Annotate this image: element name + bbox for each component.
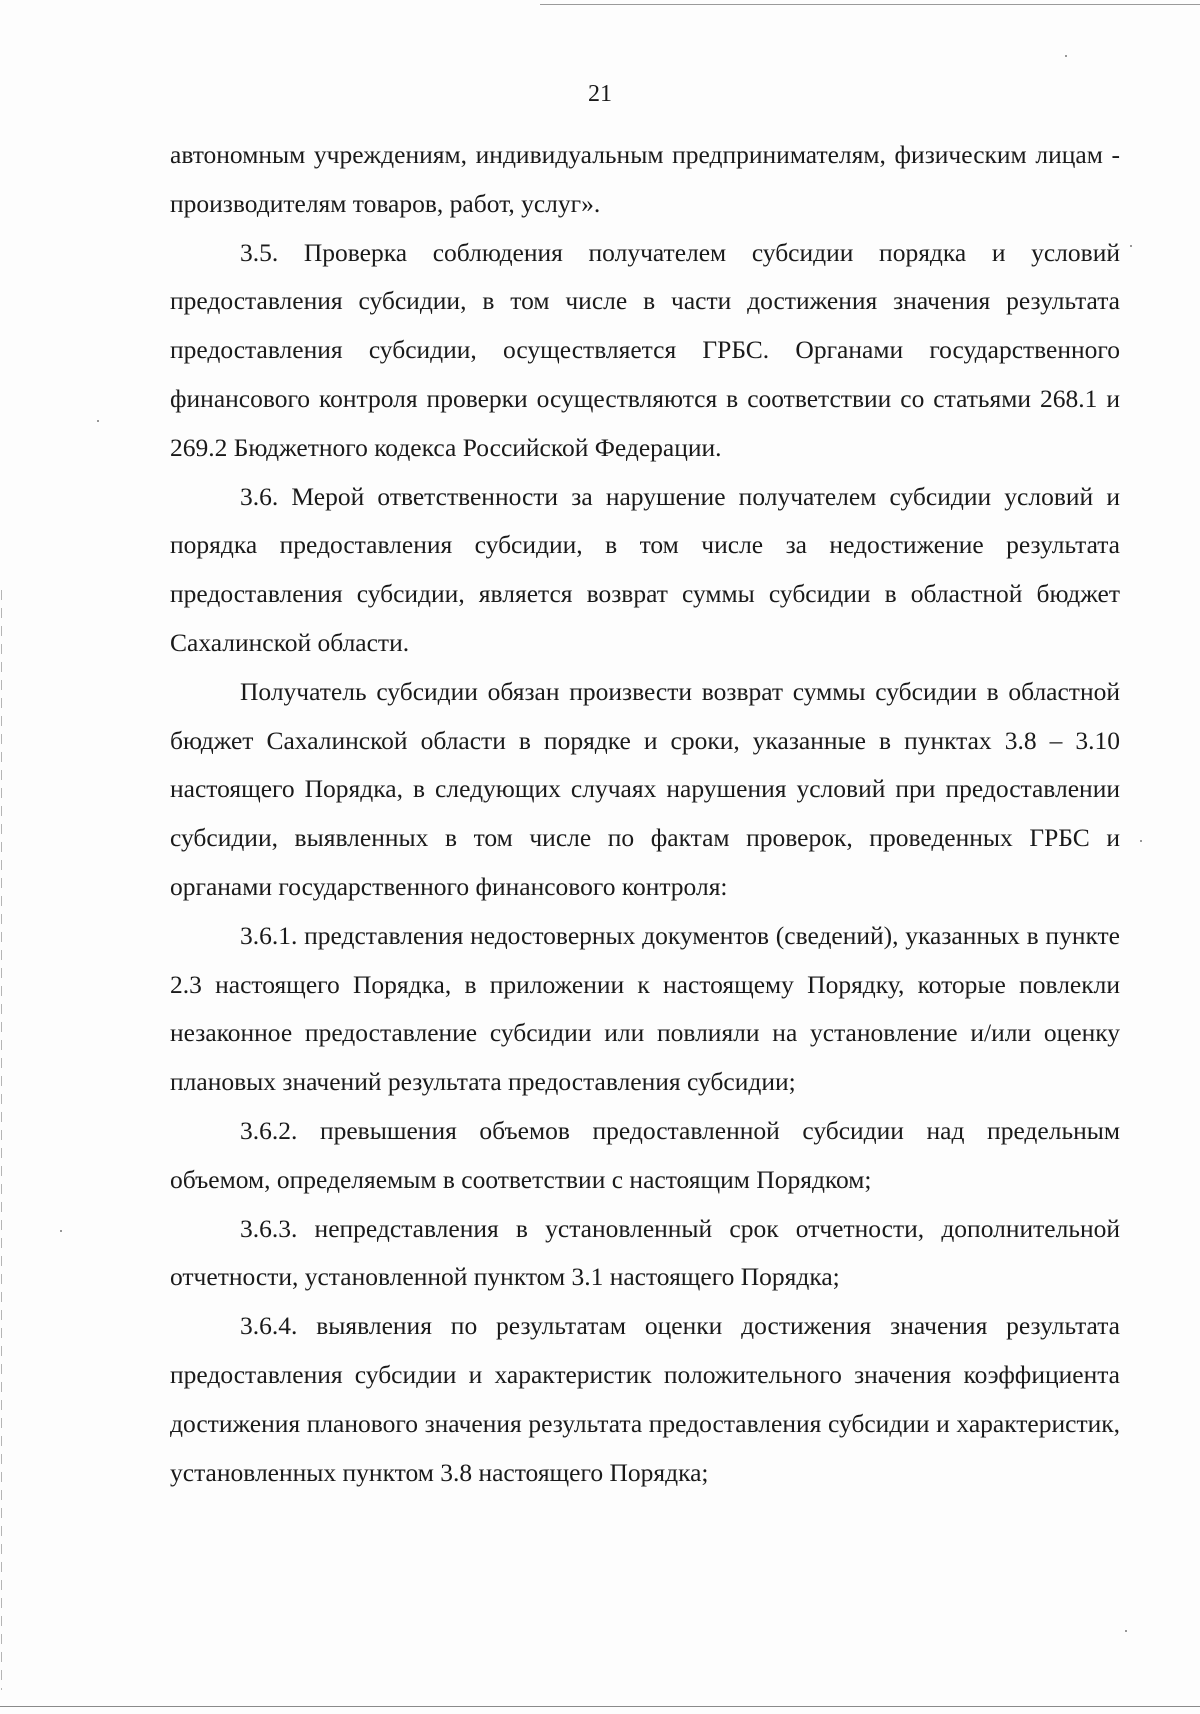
scan-speck [1065,55,1067,57]
scan-speck [97,420,99,422]
scan-border-top [540,4,1200,5]
scan-speck [1140,840,1142,842]
paragraph-3-6: 3.6. Мерой ответственности за нарушение получателем субсидии условий и порядка предоставления субсидии, в том числе за недостижение результата предоставления субсидии, является возврат суммы субсидии в областной бюджет Сахалинской области. [170,481,1120,657]
paragraph-continuation: автономным учреждениям, индивидуальным предпринимателям, физическим лицам - производителям товаров, работ, услуг». [170,140,1120,218]
document-body [170,131,1120,1497]
paragraph-3-6-1: 3.6.1. представления недостоверных документов (сведений), указанных в пункте 2.3 настоящего Порядка, в приложении к настоящему Порядку, которые повлекли незаконное предоставление субсидии или повлияли на установление и/или оценку плановых значений результата предоставления субсидии; [170,920,1120,1097]
paragraph-3-6-4: 3.6.4. выявления по результатам оценки достижения значения результата предоставления субсидии и характеристик положительного значения коэффициента достижения планового значения результата предоставления субсидии и характеристик, установленных пунктом 3.8 настоящего Порядка; [170,1311,1120,1487]
paragraph-3-6-2: 3.6.2. превышения объемов предоставленной субсидии над предельным объемом, определяемым в соответствии с настоящим Порядком; [170,1115,1120,1194]
paragraph-refund-cases: Получатель субсидии обязан произвести возврат суммы субсидии в областной бюджет Сахалинской области в порядке и сроки, указанные в пунктах 3.8 – 3.10 настоящего Порядка, в следующих случаях нарушения условий при предоставлении субсидии, выявленных в том числе по фактам проверок, проведенных ГРБС и органами государственного финансового контроля: [170,676,1120,901]
scan-speck [1125,1630,1127,1632]
paragraph-3-5: 3.5. Проверка соблюдения получателем субсидии порядка и условий предоставления субсидии, в том числе в части достижения значения результата предоставления субсидии, осуществляется ГРБС. Органами государственного финансового контроля проверки осуществляются в соответствии со статьями 268.1 и 269.2 Бюджетного кодекса Российской Федерации. [170,237,1120,462]
scan-speck [1130,245,1132,247]
scan-speck [60,1230,62,1232]
paragraph-3-6-3: 3.6.3. непредставления в установленный срок отчетности, дополнительной отчетности, установленной пунктом 3.1 настоящего Порядка; [170,1213,1120,1292]
scan-border-left [1,590,2,1690]
scan-border-bottom [0,1706,1200,1707]
page-number: 21 [588,81,612,107]
